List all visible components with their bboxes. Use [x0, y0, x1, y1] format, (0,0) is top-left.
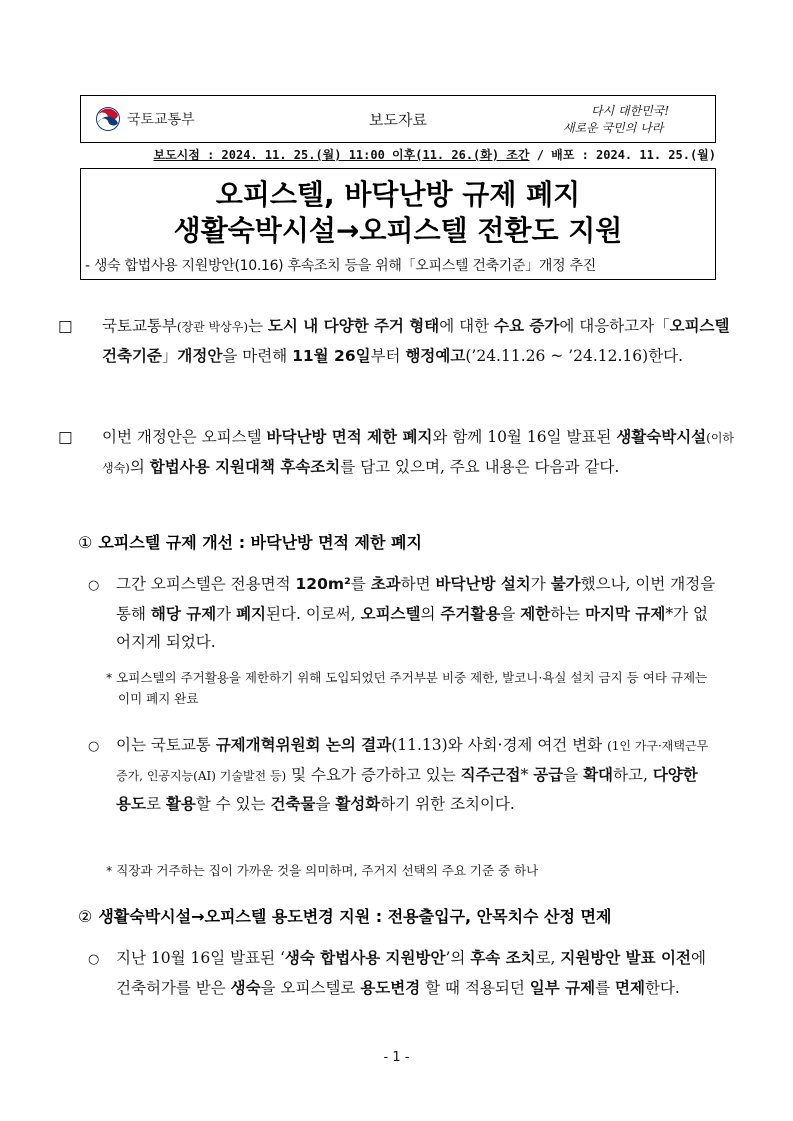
release-date-line [80, 146, 716, 163]
section-heading-2: ② 생활숙박시설→오피스텔 용도변경 지원 : 전용출입구, 안목치수 산정 면제 [78, 907, 612, 926]
press-release-label: 보도자료 [369, 111, 427, 129]
bullet-floor-heating: ○ 그간 오피스텔은 전용면적 120m²를 초과하면 바닥난방 설치가 불가했으나, 이번 개정을 통해 해당 규제가 폐지된다. 이로써, 오피스텔의 주거활용을 제한하는 마지막 규제*가 없어지게 되었다. [88, 575, 716, 651]
embargo-time: 보도시점 : 2024. 11. 25.(월) 11:00 이후(11. 26.(화) 조간 [153, 148, 530, 162]
distribution-date: / 배포 : 2024. 11. 25.(월) [529, 148, 716, 162]
page-number: - 1 - [383, 1050, 410, 1065]
footnote-2: * 직장과 거주하는 집이 가까운 것을 의미하며, 주거지 선택의 주요 기준 중 하나 [106, 863, 539, 878]
bullet-rationale: ○ 이는 국토교통 규제개혁위원회 논의 결과(11.13)와 사회·경제 여건 변화 (1인 가구·재택근무 증가, 인공지능(AI) 기술발전 등) 및 수요가 증가하고 있는 직주근접* 공급을 확대하고, 다양한 용도로 활용할 수 있는 건축물을 활성화하기 위한 조치이다. [88, 736, 709, 813]
svg-text:다시 대한민국!: 다시 대한민국! [591, 104, 670, 118]
headline-line2: 생활숙박시설→오피스텔 전환도 지원 [173, 214, 623, 247]
svg-text:새로운 국민의 나라: 새로운 국민의 나라 [563, 121, 664, 135]
section-heading-1: ① 오피스텔 규제 개선 : 바닥난방 면적 제한 폐지 [78, 533, 422, 552]
bullet-conversion: ○ 지난 10월 16일 발표된 ‘생숙 합법사용 지원방안’의 후속 조치로, 지원방안 발표 이전에 건축허가를 받은 생숙을 오피스텔로 용도변경 할 때 적용되던 일부 규제를 면제한다. [88, 949, 706, 997]
paragraph-intro: □ 국토교통부(장관 박상우)는 도시 내 다양한 주거 형태에 대한 수요 증가에 대응하고자「오피스텔 건축기준」개정안을 마련해 11월 26일부터 행정예고(’24.11.26 ~ ’24.12.16)한다. [58, 317, 730, 365]
logo-text: 국토교통부 [127, 112, 195, 128]
headline-line1: 오피스텔, 바닥난방 규제 폐지 [215, 178, 581, 211]
paragraph-summary: □ 이번 개정안은 오피스텔 바닥난방 면적 제한 폐지와 함께 10월 16일 발표된 생활숙박시설(이하 생숙)의 합법사용 지원대책 후속조치를 담고 있으며, 주요 내용은 다음과 같다. [58, 428, 735, 476]
slogan-handwriting [561, 101, 701, 139]
title-box [80, 168, 716, 280]
header-box [80, 95, 716, 143]
subheadline: - 생숙 합법사용 지원방안(10.16) 후속조치 등을 위해「오피스텔 건축기준」개정 추진 [85, 258, 596, 274]
footnote-1: * 오피스텔의 주거활용을 제한하기 위해 도입되었던 주거부분 비중 제한, 발코니·욕실 설치 금지 등 여타 규제는 이미 폐지 완료 [106, 670, 708, 706]
